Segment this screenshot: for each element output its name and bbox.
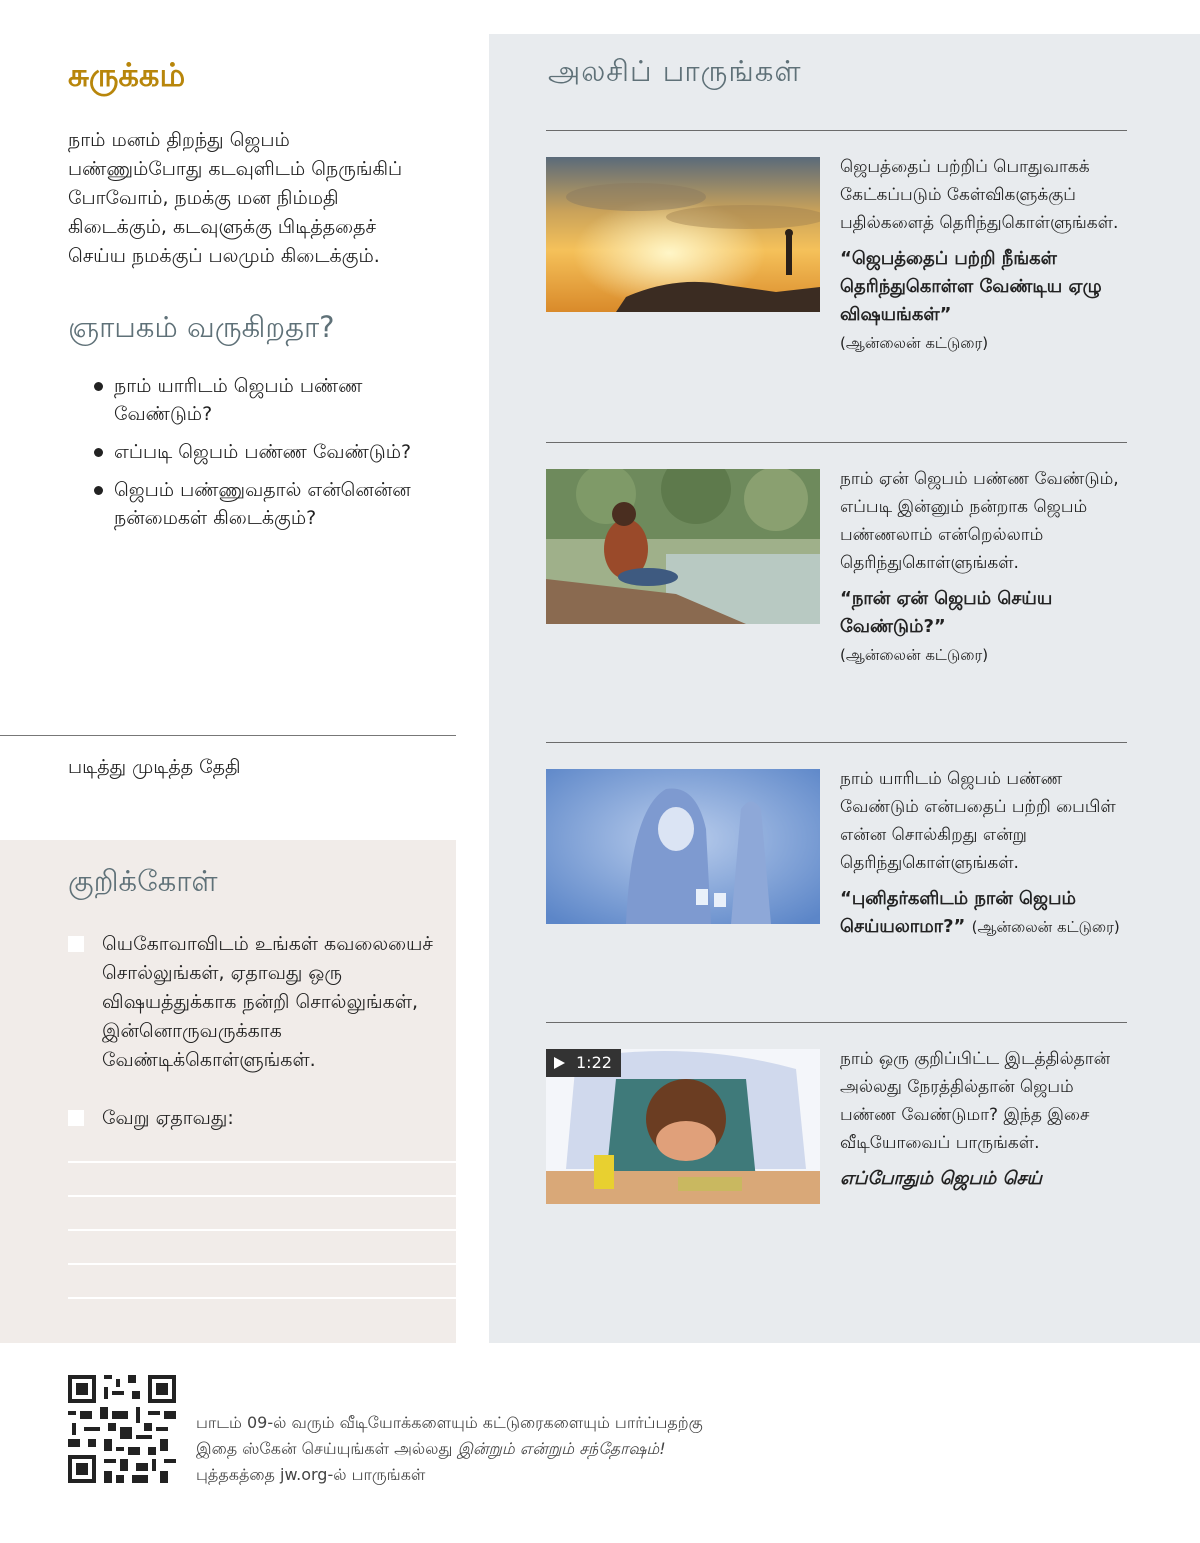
- remember-heading: ஞாபகம் வருகிறதா?: [68, 310, 335, 344]
- prayer-statue-image: [546, 769, 820, 924]
- riverside-image: [546, 469, 820, 624]
- goal-heading: குறிக்கோள்: [68, 864, 218, 898]
- explore-card: [840, 465, 1130, 669]
- write-line[interactable]: [68, 1195, 456, 1197]
- divider: [0, 735, 456, 736]
- list-item: ஜெபம் பண்ணுவதால் என்னென்ன நன்மைகள் கிடைக்கும்?: [88, 476, 448, 532]
- footer-note: பாடம் 09-ல் வரும் வீடியோக்களையும் கட்டுரைகளையும் பார்ப்பதற்கு இதை ஸ்கேன் செய்யுங்கள் அல்லது இன்றும் என்றும் சந்தோஷம்! புத்தகத்தை jw.org-ல் பாருங்கள்: [196, 1413, 703, 1484]
- card-description: நாம் ஒரு குறிப்பிட்ட இடத்தில்தான் அல்லது நேரத்தில்தான் ஜெபம் பண்ண வேண்டுமா? இந்த இசை வீடியோவைப் பாருங்கள்.: [840, 1049, 1111, 1153]
- card-source: (ஆன்லைன் கட்டுரை): [840, 646, 989, 664]
- goal-item: [68, 930, 438, 1075]
- write-line[interactable]: [68, 1229, 456, 1231]
- card-title-link[interactable]: “நான் ஏன் ஜெபம் செய்ய வேண்டும்?”: [840, 588, 1053, 637]
- card-description: நாம் ஏன் ஜெபம் பண்ண வேண்டும், எப்படி இன்னும் நன்றாக ஜெபம் பண்ணலாம் என்றெல்லாம் தெரிந்துகொள்ளுங்கள்.: [840, 469, 1119, 573]
- summary-heading: சுருக்கம்: [68, 56, 186, 94]
- sunset-image: [546, 157, 820, 312]
- card-title-link[interactable]: “ஜெபத்தைப் பற்றி நீங்கள் தெரிந்துகொள்ள வேண்டிய ஏழு விஷயங்கள்”: [840, 248, 1102, 325]
- explore-card: [840, 153, 1130, 357]
- completion-date-label: படித்து முடித்த தேதி: [68, 756, 241, 778]
- sunset-prayer-thumbnail[interactable]: [546, 157, 820, 312]
- divider: [546, 1022, 1127, 1023]
- video-duration: 1:22: [576, 1053, 612, 1072]
- goal-checkbox[interactable]: [68, 1110, 84, 1126]
- write-line[interactable]: [68, 1263, 456, 1265]
- list-item: நாம் யாரிடம் ஜெபம் பண்ண வேண்டும்?: [88, 372, 448, 428]
- goal-item-text: யெகோவாவிடம் உங்கள் கவலையைச் சொல்லுங்கள், ஏதாவது ஒரு விஷயத்துக்காக நன்றி சொல்லுங்கள், இன்னொருவருக்காக வேண்டிக்கொள்ளுங்கள்.: [102, 933, 433, 1071]
- summary-text: நாம் மனம் திறந்து ஜெபம் பண்ணும்போது கடவுளிடம் நெருங்கிப் போவோம், நமக்கு மன நிம்மதி கிடைக்கும், கடவுளுக்கு பிடித்ததைச் செய்ய நமக்குப் பலமும் கிடைக்கும்.: [68, 129, 403, 267]
- explore-card: [840, 1045, 1130, 1193]
- card-title-link[interactable]: எப்போதும் ஜெபம் செய்: [840, 1168, 1042, 1189]
- card-source: (ஆன்லைன் கட்டுரை): [840, 334, 989, 352]
- write-line[interactable]: [68, 1297, 456, 1299]
- write-line[interactable]: [68, 1161, 456, 1163]
- play-icon: [554, 1057, 565, 1069]
- list-item: எப்படி ஜெபம் பண்ண வேண்டும்?: [88, 438, 448, 466]
- card-title-link[interactable]: “புனிதர்களிடம் நான் ஜெபம் செய்யலாமா?” (ஆன்லைன் கட்டுரை): [840, 888, 1120, 937]
- divider: [546, 442, 1127, 443]
- goal-item: [68, 1104, 438, 1133]
- explore-heading: அலசிப் பாருங்கள்: [548, 54, 802, 88]
- qr-code-icon[interactable]: [68, 1375, 176, 1483]
- card-description: நாம் யாரிடம் ஜெபம் பண்ண வேண்டும் என்பதைப் பற்றி பைபிள் என்ன சொல்கிறது என்று தெரிந்துகொள்ளுங்கள்.: [840, 769, 1116, 873]
- book-title[interactable]: இன்றும் என்றும் சந்தோஷம்!: [457, 1439, 666, 1458]
- divider: [546, 742, 1127, 743]
- goal-checkbox[interactable]: [68, 936, 84, 952]
- praying-woman-thumbnail[interactable]: [546, 769, 820, 924]
- goal-panel: [0, 840, 456, 1343]
- explore-card: [840, 765, 1130, 941]
- woman-by-river-thumbnail[interactable]: [546, 469, 820, 624]
- card-description: ஜெபத்தைப் பற்றிப் பொதுவாகக் கேட்கப்படும் கேள்விகளுக்குப் பதில்களைத் தெரிந்துகொள்ளுங்கள்.: [840, 157, 1119, 233]
- goal-item-text: வேறு ஏதாவது:: [102, 1107, 234, 1129]
- card-source: (ஆன்லைன் கட்டுரை): [971, 918, 1120, 936]
- remember-list: [88, 372, 448, 542]
- play-video-button[interactable]: [546, 1049, 621, 1077]
- divider: [546, 130, 1127, 131]
